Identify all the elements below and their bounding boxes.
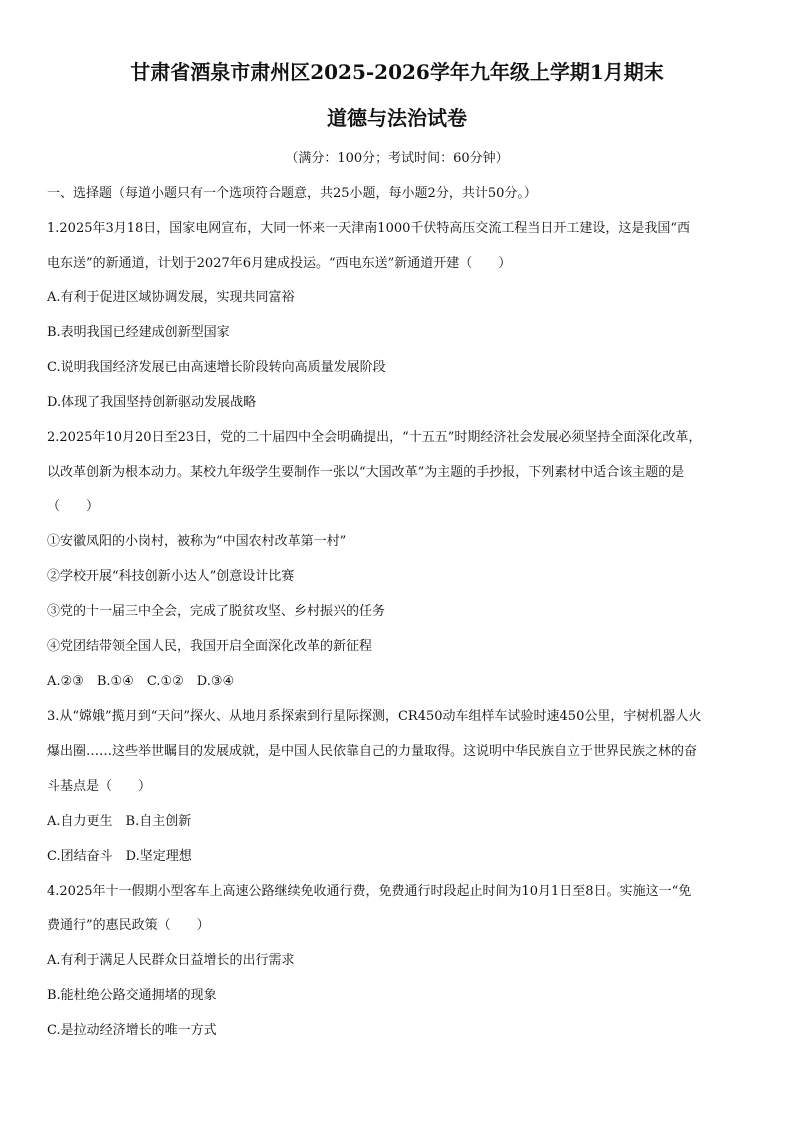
question-3-stem-line-1: 3.从“嫦娥”揽月到“天问”探火、从地月系探索到行星际探测，CR450动车组样车试验时速450公里，宇树机器人火 <box>47 709 702 724</box>
question-3-options-line-1: A.自力更生 B.自主创新 <box>47 814 192 829</box>
question-1-option-a: A.有利于促进区域协调发展，实现共同富裕 <box>47 290 295 305</box>
exam-title: 甘肃省酒泉市肃州区2025-2026学年九年级上学期1月期末 <box>130 60 664 84</box>
question-1-option-d: D.体现了我国坚持创新驱动发展战略 <box>47 395 257 410</box>
question-2-stem-line-3: （ ） <box>47 499 100 514</box>
question-2-statement-2: ②学校开展“科技创新小达人”创意设计比赛 <box>47 569 295 584</box>
question-3-stem-line-3: 斗基点是（ ） <box>47 779 152 794</box>
question-2-statement-3: ③党的十一届三中全会，完成了脱贫攻坚、乡村振兴的任务 <box>47 604 386 619</box>
question-3-options-line-2: C.团结奋斗 D.坚定理想 <box>47 849 192 864</box>
question-1-option-b: B.表明我国已经建成创新型国家 <box>47 325 230 340</box>
question-4-option-c: C.是拉动经济增长的唯一方式 <box>47 1023 217 1038</box>
question-4-option-b: B.能杜绝公路交通拥堵的现象 <box>47 988 217 1003</box>
question-2-statement-1: ①安徽凤阳的小岗村，被称为“中国农村改革第一村” <box>47 534 347 549</box>
question-2-statement-4: ④党团结带领全国人民，我国开启全面深化改革的新征程 <box>47 639 373 654</box>
question-1-stem-line-2: 电东送”的新通道，计划于2027年6月建成投运。“西电东送”新通道开建（ ） <box>47 256 512 271</box>
question-2-options: A.②③ B.①④ C.①② D.③④ <box>47 674 235 689</box>
exam-info: （满分：100分；考试时间：60分钟） <box>285 151 509 166</box>
section-heading: 一、选择题（每道小题只有一个选项符合题意，共25小题，每小题2分，共计50分。） <box>47 186 537 201</box>
question-1-stem-line-1: 1.2025年3月18日，国家电网宣布，大同一怀来一天津南1000千伏特高压交流工程当日开工建设，这是我国“西 <box>47 221 691 236</box>
question-2-stem-line-2: 以改革创新为根本动力。某校九年级学生要制作一张以“大国改革”为主题的手抄报，下列素材中适合该主题的是 <box>47 465 685 480</box>
question-4-stem-line-2: 费通行”的惠民政策（ ） <box>47 918 210 933</box>
question-2-stem-line-1: 2.2025年10月20日至23日，党的二十届四中全会明确提出，“十五五”时期经济社会发展必须坚持全面深化改革， <box>47 430 702 445</box>
question-1-option-c: C.说明我国经济发展已由高速增长阶段转向高质量发展阶段 <box>47 360 386 375</box>
exam-subject-title: 道德与法治试卷 <box>327 106 467 130</box>
question-4-stem-line-1: 4.2025年十一假期小型客车上高速公路继续免收通行费，免费通行时段起止时间为10月1日至8日。实施这一“免 <box>47 884 692 899</box>
question-3-stem-line-2: 爆出圈……这些举世瞩目的发展成就，是中国人民依靠自己的力量取得。这说明中华民族自立于世界民族之林的奋 <box>47 744 698 759</box>
question-4-option-a: A.有利于满足人民群众日益增长的出行需求 <box>47 953 295 968</box>
